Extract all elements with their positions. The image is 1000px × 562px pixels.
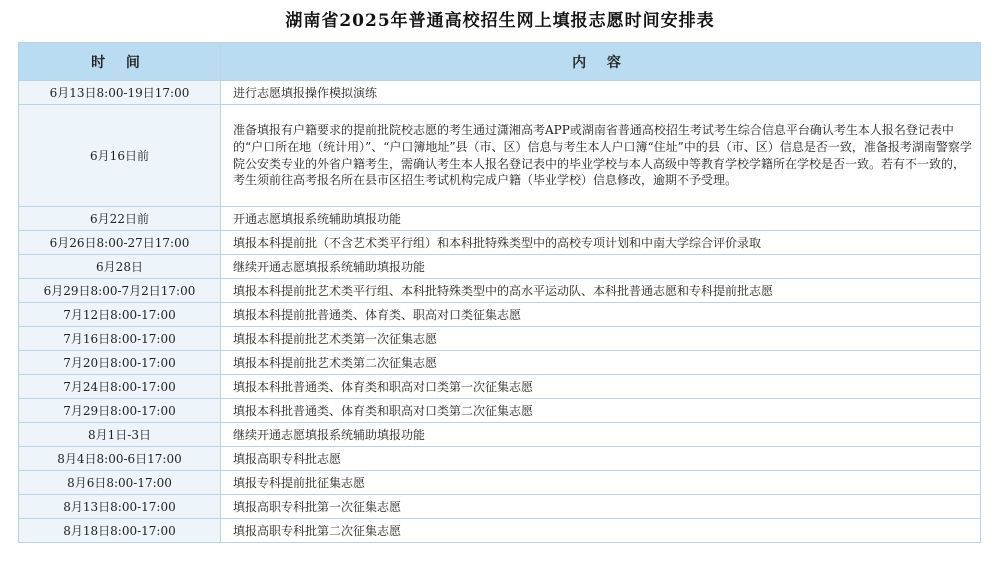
time-cell: 6月28日	[19, 255, 221, 279]
time-cell: 6月13日8:00-19日17:00	[19, 81, 221, 105]
table-row	[19, 471, 981, 495]
content-cell: 填报高职专科批第一次征集志愿	[221, 495, 981, 519]
header-content: 内 容	[221, 43, 981, 81]
table-row	[19, 495, 981, 519]
time-cell: 7月24日8:00-17:00	[19, 375, 221, 399]
content-cell: 填报本科提前批艺术类第二次征集志愿	[221, 351, 981, 375]
content-cell: 填报本科提前批艺术类第一次征集志愿	[221, 327, 981, 351]
time-cell: 6月26日8:00-27日17:00	[19, 231, 221, 255]
header-time: 时 间	[19, 43, 221, 81]
content-cell: 准备填报有户籍要求的提前批院校志愿的考生通过潇湘高考APP或湖南省普通高校招生考试考生综合信息平台确认考生本人报名登记表中的“户口所在地（统计用）”、“户口簿地址”县（市、区）信息与考生本人户口簿“住址”中的县（市、区）信息是否一致，准备报考湖南警察学院公安类专业的外省户籍考生，需确认考生本人报名登记表中的毕业学校与本人高级中等教育学校学籍所在学校是否一致。若有不一致的，考生须前往高考报名所在县市区招生考试机构完成户籍（毕业学校）信息修改，逾期不予受理。	[221, 105, 981, 207]
content-cell: 填报本科提前批（不含艺术类平行组）和本科批特殊类型中的高校专项计划和中南大学综合评价录取	[221, 231, 981, 255]
time-cell: 8月1日-3日	[19, 423, 221, 447]
table-row	[19, 81, 981, 105]
table-row	[19, 255, 981, 279]
table-row	[19, 399, 981, 423]
table-row	[19, 375, 981, 399]
content-cell: 继续开通志愿填报系统辅助填报功能	[221, 423, 981, 447]
content-cell: 填报本科批普通类、体育类和职高对口类第一次征集志愿	[221, 375, 981, 399]
time-cell: 6月16日前	[19, 105, 221, 207]
table-row	[19, 231, 981, 255]
content-cell: 填报本科提前批普通类、体育类、职高对口类征集志愿	[221, 303, 981, 327]
table-row	[19, 447, 981, 471]
content-cell: 填报本科批普通类、体育类和职高对口类第二次征集志愿	[221, 399, 981, 423]
table-row	[19, 207, 981, 231]
table-header-row	[19, 43, 981, 81]
content-cell: 继续开通志愿填报系统辅助填报功能	[221, 255, 981, 279]
time-cell: 7月16日8:00-17:00	[19, 327, 221, 351]
table-row	[19, 105, 981, 207]
table-row	[19, 303, 981, 327]
time-cell: 6月29日8:00-7月2日17:00	[19, 279, 221, 303]
content-cell: 填报高职专科批第二次征集志愿	[221, 519, 981, 543]
table-row	[19, 351, 981, 375]
time-cell: 7月20日8:00-17:00	[19, 351, 221, 375]
table-row	[19, 327, 981, 351]
content-cell: 填报本科提前批艺术类平行组、本科批特殊类型中的高水平运动队、本科批普通志愿和专科提前批志愿	[221, 279, 981, 303]
table-row	[19, 519, 981, 543]
content-cell: 开通志愿填报系统辅助填报功能	[221, 207, 981, 231]
page-title: 湖南省2025年普通高校招生网上填报志愿时间安排表	[285, 11, 715, 31]
time-cell: 8月18日8:00-17:00	[19, 519, 221, 543]
schedule-table	[18, 42, 981, 543]
table-row	[19, 279, 981, 303]
time-cell: 6月22日前	[19, 207, 221, 231]
time-cell: 8月6日8:00-17:00	[19, 471, 221, 495]
table-row	[19, 423, 981, 447]
content-cell: 填报高职专科批志愿	[221, 447, 981, 471]
time-cell: 7月29日8:00-17:00	[19, 399, 221, 423]
time-cell: 8月4日8:00-6日17:00	[19, 447, 221, 471]
content-cell: 填报专科提前批征集志愿	[221, 471, 981, 495]
content-cell: 进行志愿填报操作模拟演练	[221, 81, 981, 105]
time-cell: 8月13日8:00-17:00	[19, 495, 221, 519]
time-cell: 7月12日8:00-17:00	[19, 303, 221, 327]
